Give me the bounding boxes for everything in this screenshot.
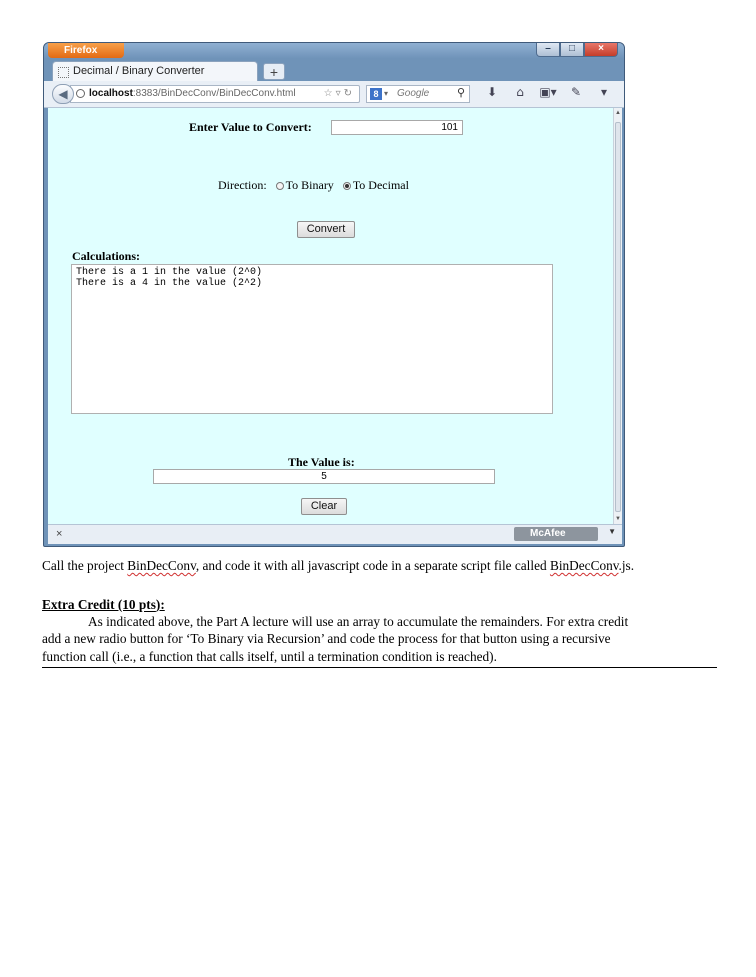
close-window-button[interactable]: × [584, 43, 618, 57]
tab-title: Decimal / Binary Converter [73, 65, 205, 77]
para1-end: .js. [618, 558, 635, 573]
search-input[interactable] [366, 85, 470, 103]
chevron-down-icon[interactable]: ▼ [608, 527, 616, 536]
result-label: The Value is: [288, 455, 355, 469]
window-controls [536, 43, 618, 57]
extra-credit-heading-c: ): [155, 597, 165, 612]
scroll-down-icon[interactable]: ▼ [615, 516, 621, 522]
radio-to-binary-label: To Binary [285, 178, 334, 192]
page-content [48, 108, 613, 524]
tab-bar [44, 59, 624, 81]
search-icon[interactable]: ⚲ [456, 87, 465, 99]
status-bar [48, 524, 622, 544]
calculations-textarea[interactable] [71, 264, 553, 414]
tab-decimal-binary-converter[interactable] [52, 61, 258, 81]
paragraph-project-instructions [42, 557, 634, 574]
project-name: BinDecConv [127, 558, 196, 573]
firefox-menu-button[interactable]: Firefox [48, 43, 124, 58]
script-file-name: BinDecConv [549, 558, 619, 573]
extra-credit-heading-a: Extra Credit (10 [42, 597, 139, 612]
search-placeholder: Google [397, 88, 430, 99]
chevron-down-icon[interactable]: ▾ [384, 89, 389, 98]
clear-button[interactable]: Clear [301, 498, 347, 515]
url-host: localhost [89, 88, 133, 99]
para1-start: Call the project [42, 558, 128, 573]
calculation-line: There is a 1 in the value (2^0) [76, 267, 263, 278]
addon-icon[interactable]: ✎ [570, 85, 582, 99]
close-addon-bar-icon[interactable]: × [56, 528, 63, 540]
browser-window [43, 42, 625, 547]
radio-to-decimal[interactable] [343, 182, 351, 190]
calculations-label: Calculations: [72, 249, 141, 263]
url-path: :8383/BinDecConv/BinDecConv.html [132, 88, 296, 99]
extra-credit-line: As indicated above, the Part A lecture will use an array to accumulate the remainders. For extra credit [88, 614, 629, 629]
radio-to-decimal-label: To Decimal [352, 178, 409, 192]
back-arrow-icon[interactable]: ◀ [52, 84, 74, 104]
bookmark-star-icon[interactable]: ☆▿↻ [323, 88, 355, 99]
value-input[interactable]: 101 [331, 120, 463, 135]
calculation-line: There is a 4 in the value (2^2) [76, 278, 263, 289]
scrollbar-thumb[interactable] [615, 122, 621, 512]
para1-mid: , and code it with all javascript code in a separate script file called [195, 558, 550, 573]
vertical-scrollbar[interactable] [613, 108, 622, 524]
extra-credit-line: function call (i.e., a function that calls itself, until a termination condition is reached). [42, 649, 497, 664]
extra-credit-line: add a new radio button for ‘To Binary via Recursion’ and code the process for that button using a recursive [42, 631, 611, 646]
mcafee-badge[interactable]: McAfee [514, 527, 598, 541]
convert-button[interactable]: Convert [297, 221, 355, 238]
extra-credit-heading-pts: pts [138, 597, 156, 612]
section-divider [42, 667, 717, 668]
extra-credit-heading [42, 596, 165, 613]
menu-chevron-icon[interactable]: ▾ [600, 85, 608, 99]
title-bar [44, 43, 624, 59]
bookmarks-icon[interactable]: ▣▾ [539, 85, 557, 99]
radio-to-binary[interactable] [276, 182, 284, 190]
maximize-button[interactable]: □ [560, 43, 584, 57]
google-logo-icon: 8 [370, 88, 382, 100]
navigation-bar [44, 81, 624, 108]
url-bar[interactable] [70, 85, 360, 103]
scroll-up-icon[interactable]: ▲ [615, 110, 621, 116]
toolbar-icons [478, 85, 618, 99]
download-icon[interactable]: ⬇ [486, 85, 498, 99]
result-output[interactable]: 5 [153, 469, 495, 484]
new-tab-button[interactable]: + [263, 63, 285, 80]
globe-icon [76, 89, 85, 98]
minimize-button[interactable]: – [536, 43, 560, 57]
direction-label: Direction: [218, 178, 267, 192]
page-icon [58, 67, 69, 78]
direction-group [218, 178, 409, 193]
value-label: Enter Value to Convert: [189, 120, 312, 134]
home-icon[interactable]: ⌂ [516, 85, 524, 99]
